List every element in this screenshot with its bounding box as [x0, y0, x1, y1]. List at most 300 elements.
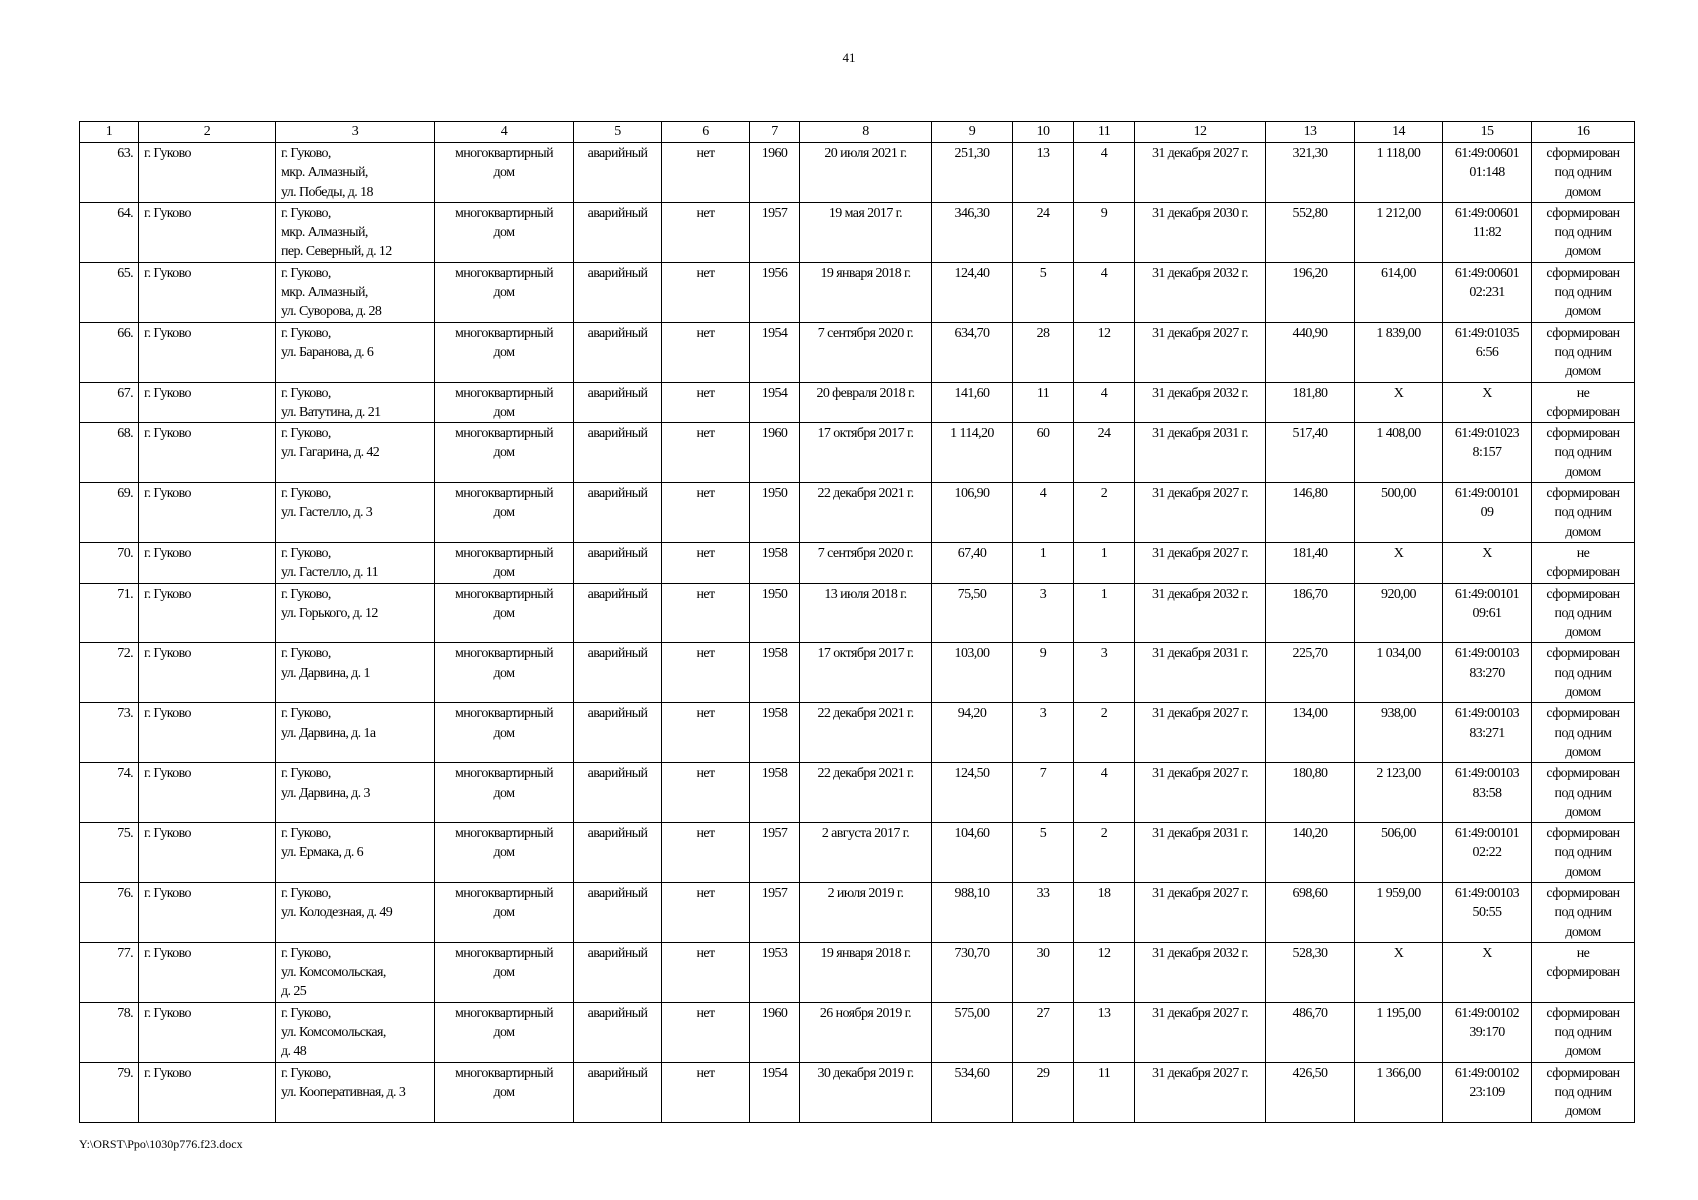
recognition-date-cell: 19 января 2018 г. — [800, 262, 932, 322]
address-line: ул. Ватутина, д. 21 — [281, 404, 381, 420]
cadastral-number-cell — [1443, 483, 1532, 543]
row-number-cell: 67. — [80, 382, 139, 423]
land-status-line: под одним — [1554, 225, 1612, 241]
building-type-cell — [435, 262, 574, 322]
flag-cell: нет — [662, 1062, 750, 1122]
building-type-cell — [435, 882, 574, 942]
land-status-cell — [1532, 143, 1635, 203]
building-type-line: многоквартирный — [454, 885, 553, 901]
row-number-cell: 77. — [80, 942, 139, 1002]
address-cell — [276, 942, 435, 1002]
row-number-cell: 72. — [80, 643, 139, 703]
row-number-cell: 65. — [80, 262, 139, 322]
land-status-line: домом — [1565, 364, 1601, 380]
city-cell: г. Гуково — [139, 703, 276, 763]
condition-cell: аварийный — [574, 823, 662, 883]
address-cell — [276, 583, 435, 643]
address-line: ул. Суворова, д. 28 — [281, 304, 382, 320]
address-line: г. Гуково, — [281, 385, 331, 401]
table-row — [80, 382, 1635, 423]
land-area-cell: 1 034,00 — [1355, 643, 1443, 703]
table-row — [80, 703, 1635, 763]
building-type-line: дом — [493, 565, 515, 581]
land-status-line: сформирован — [1546, 1005, 1620, 1021]
area-cell: 251,30 — [932, 143, 1013, 203]
value-13-cell: 140,20 — [1266, 823, 1355, 883]
address-line: г. Гуково, — [281, 826, 331, 842]
address-line: г. Гуково, — [281, 205, 331, 221]
address-cell — [276, 202, 435, 262]
flag-cell: нет — [662, 322, 750, 382]
recognition-date-cell: 19 мая 2017 г. — [800, 202, 932, 262]
building-type-line: многоквартирный — [454, 325, 553, 341]
land-status-line: сформирован — [1546, 325, 1620, 341]
residents-cell: 30 — [1013, 942, 1074, 1002]
land-status-line: не — [1576, 385, 1590, 401]
land-status-cell — [1532, 483, 1635, 543]
value-13-cell: 440,90 — [1266, 322, 1355, 382]
address-line: г. Гуково, — [281, 646, 331, 662]
cadastral-number-line: 61:49:00601 — [1454, 146, 1520, 161]
building-type-line: многоквартирный — [454, 146, 553, 161]
land-status-line: домом — [1565, 804, 1601, 820]
land-status-line: домом — [1565, 744, 1601, 760]
city-cell: г. Гуково — [139, 483, 276, 543]
building-type-line: дом — [493, 1025, 515, 1041]
land-status-line: сформирован — [1546, 646, 1620, 662]
column-header: 6 — [662, 122, 750, 143]
year-cell: 1960 — [750, 143, 800, 203]
recognition-date-cell: 22 декабря 2021 г. — [800, 483, 932, 543]
city-cell: г. Гуково — [139, 262, 276, 322]
land-status-line: домом — [1565, 625, 1601, 641]
year-cell: 1954 — [750, 1062, 800, 1122]
land-status-line: сформирован — [1546, 205, 1620, 221]
city-cell: г. Гуково — [139, 942, 276, 1002]
city-cell: г. Гуково — [139, 583, 276, 643]
recognition-date-cell: 20 июля 2021 г. — [800, 143, 932, 203]
cadastral-number-line: X — [1482, 945, 1492, 961]
flag-cell: нет — [662, 143, 750, 203]
apartments-cell: 3 — [1074, 643, 1135, 703]
address-cell — [276, 423, 435, 483]
year-cell: 1960 — [750, 1002, 800, 1062]
building-type-line: дом — [493, 965, 515, 981]
apartments-cell: 4 — [1074, 262, 1135, 322]
address-line: ул. Горького, д. 12 — [281, 605, 378, 621]
condition-cell: аварийный — [574, 942, 662, 1002]
table-row — [80, 942, 1635, 1002]
apartments-cell: 1 — [1074, 583, 1135, 643]
address-line: ул. Гастелло, д. 3 — [281, 505, 373, 521]
land-area-cell: 1 408,00 — [1355, 423, 1443, 483]
residents-cell: 1 — [1013, 542, 1074, 583]
land-status-cell — [1532, 262, 1635, 322]
land-status-line: под одним — [1554, 1084, 1612, 1100]
address-line: ул. Ермака, д. 6 — [281, 845, 364, 861]
land-area-cell: 1 195,00 — [1355, 1002, 1443, 1062]
area-cell: 104,60 — [932, 823, 1013, 883]
deadline-cell: 31 декабря 2027 г. — [1135, 542, 1266, 583]
land-area-cell: X — [1355, 382, 1443, 423]
column-header: 4 — [435, 122, 574, 143]
deadline-cell: 31 декабря 2027 г. — [1135, 703, 1266, 763]
area-cell: 730,70 — [932, 942, 1013, 1002]
land-area-cell: 1 212,00 — [1355, 202, 1443, 262]
year-cell: 1958 — [750, 542, 800, 583]
address-line: ул. Кооперативная, д. 3 — [281, 1084, 406, 1100]
column-header: 16 — [1532, 122, 1635, 143]
condition-cell: аварийный — [574, 262, 662, 322]
land-status-cell — [1532, 583, 1635, 643]
address-cell — [276, 643, 435, 703]
building-type-line: дом — [493, 905, 515, 921]
condition-cell: аварийный — [574, 143, 662, 203]
column-header: 5 — [574, 122, 662, 143]
value-13-cell: 181,80 — [1266, 382, 1355, 423]
address-line: мкр. Алмазный, — [281, 285, 368, 301]
recognition-date-cell: 17 октября 2017 г. — [800, 643, 932, 703]
land-status-cell — [1532, 423, 1635, 483]
recognition-date-cell: 22 декабря 2021 г. — [800, 763, 932, 823]
flag-cell: нет — [662, 483, 750, 543]
cadastral-number-cell — [1443, 143, 1532, 203]
area-cell: 1 114,20 — [932, 423, 1013, 483]
cadastral-number-line: 83:270 — [1469, 665, 1505, 681]
cadastral-number-line: 61:49:01023 — [1454, 426, 1520, 442]
cadastral-number-cell — [1443, 942, 1532, 1002]
building-type-line: многоквартирный — [454, 426, 553, 442]
land-area-cell: X — [1355, 542, 1443, 583]
land-status-cell — [1532, 1062, 1635, 1122]
building-type-cell — [435, 823, 574, 883]
residents-cell: 7 — [1013, 763, 1074, 823]
condition-cell: аварийный — [574, 423, 662, 483]
cadastral-number-line: 61:49:00102 — [1454, 1065, 1520, 1081]
column-header: 12 — [1135, 122, 1266, 143]
apartments-cell: 12 — [1074, 322, 1135, 382]
address-cell — [276, 703, 435, 763]
residents-cell: 3 — [1013, 583, 1074, 643]
value-13-cell: 698,60 — [1266, 882, 1355, 942]
condition-cell: аварийный — [574, 322, 662, 382]
condition-cell: аварийный — [574, 583, 662, 643]
cadastral-number-line: 39:170 — [1469, 1025, 1505, 1041]
deadline-cell: 31 декабря 2031 г. — [1135, 823, 1266, 883]
row-number-cell: 64. — [80, 202, 139, 262]
flag-cell: нет — [662, 1002, 750, 1062]
cadastral-number-cell — [1443, 643, 1532, 703]
land-status-cell — [1532, 763, 1635, 823]
residents-cell: 24 — [1013, 202, 1074, 262]
value-13-cell: 486,70 — [1266, 1002, 1355, 1062]
building-type-line: многоквартирный — [454, 205, 553, 221]
value-13-cell: 321,30 — [1266, 143, 1355, 203]
area-cell: 124,40 — [932, 262, 1013, 322]
recognition-date-cell: 17 октября 2017 г. — [800, 423, 932, 483]
building-type-line: дом — [493, 505, 515, 521]
address-cell — [276, 322, 435, 382]
condition-cell: аварийный — [574, 382, 662, 423]
address-line: ул. Гагарина, д. 42 — [281, 445, 380, 461]
recognition-date-cell: 26 ноября 2019 г. — [800, 1002, 932, 1062]
condition-cell: аварийный — [574, 542, 662, 583]
building-type-line: многоквартирный — [454, 646, 553, 662]
building-type-cell — [435, 322, 574, 382]
land-status-line: сформирован — [1546, 706, 1620, 722]
land-status-line: домом — [1565, 864, 1601, 880]
land-area-cell: 938,00 — [1355, 703, 1443, 763]
year-cell: 1957 — [750, 823, 800, 883]
condition-cell: аварийный — [574, 202, 662, 262]
address-line: г. Гуково, — [281, 426, 331, 442]
table-row — [80, 143, 1635, 203]
residents-cell: 3 — [1013, 703, 1074, 763]
land-status-cell — [1532, 643, 1635, 703]
land-status-line: под одним — [1554, 665, 1612, 681]
residents-cell: 5 — [1013, 823, 1074, 883]
land-area-cell: 1 366,00 — [1355, 1062, 1443, 1122]
deadline-cell: 31 декабря 2027 г. — [1135, 483, 1266, 543]
building-type-line: многоквартирный — [454, 586, 553, 602]
year-cell: 1954 — [750, 322, 800, 382]
cadastral-number-line: 02:22 — [1472, 845, 1502, 861]
table-row — [80, 322, 1635, 382]
city-cell: г. Гуково — [139, 322, 276, 382]
residents-cell: 9 — [1013, 643, 1074, 703]
land-status-line: сформирован — [1546, 146, 1620, 161]
area-cell: 94,20 — [932, 703, 1013, 763]
city-cell: г. Гуково — [139, 823, 276, 883]
address-line: г. Гуково, — [281, 586, 331, 602]
address-line: г. Гуково, — [281, 265, 331, 281]
address-line: г. Гуково, — [281, 325, 331, 341]
address-line: мкр. Алмазный, — [281, 225, 368, 241]
residents-cell: 13 — [1013, 143, 1074, 203]
address-line: д. 25 — [281, 984, 307, 1000]
deadline-cell: 31 декабря 2032 г. — [1135, 583, 1266, 643]
building-type-line: дом — [493, 404, 515, 420]
column-header: 7 — [750, 122, 800, 143]
land-status-line: под одним — [1554, 445, 1612, 461]
cadastral-number-cell — [1443, 202, 1532, 262]
cadastral-number-cell — [1443, 262, 1532, 322]
cadastral-number-line: 61:49:00103 — [1454, 766, 1520, 782]
cadastral-number-line: 61:49:00601 — [1454, 265, 1520, 281]
building-type-cell — [435, 1062, 574, 1122]
area-cell: 75,50 — [932, 583, 1013, 643]
apartments-cell: 4 — [1074, 382, 1135, 423]
column-header: 15 — [1443, 122, 1532, 143]
area-cell: 124,50 — [932, 763, 1013, 823]
file-path-footer: Y:\ORST\Ppo\1030p776.f23.docx — [79, 1137, 243, 1151]
land-area-cell: 1 839,00 — [1355, 322, 1443, 382]
building-type-cell — [435, 703, 574, 763]
row-number-cell: 71. — [80, 583, 139, 643]
cadastral-number-cell — [1443, 583, 1532, 643]
land-status-line: сформирован — [1546, 265, 1620, 281]
apartments-cell: 18 — [1074, 882, 1135, 942]
deadline-cell: 31 декабря 2027 г. — [1135, 882, 1266, 942]
table-row — [80, 423, 1635, 483]
value-13-cell: 225,70 — [1266, 643, 1355, 703]
land-status-line: домом — [1565, 924, 1601, 940]
row-number-cell: 63. — [80, 143, 139, 203]
building-type-line: дом — [493, 725, 515, 741]
city-cell: г. Гуково — [139, 382, 276, 423]
value-13-cell: 552,80 — [1266, 202, 1355, 262]
apartments-cell: 24 — [1074, 423, 1135, 483]
condition-cell: аварийный — [574, 643, 662, 703]
year-cell: 1956 — [750, 262, 800, 322]
table-body — [80, 143, 1635, 1123]
cadastral-number-cell — [1443, 382, 1532, 423]
apartments-cell: 4 — [1074, 143, 1135, 203]
cadastral-number-line: 01:148 — [1469, 165, 1505, 181]
land-status-line: сформирован — [1546, 404, 1620, 420]
residents-cell: 4 — [1013, 483, 1074, 543]
address-cell — [276, 1002, 435, 1062]
flag-cell: нет — [662, 262, 750, 322]
year-cell: 1958 — [750, 763, 800, 823]
recognition-date-cell: 19 января 2018 г. — [800, 942, 932, 1002]
address-line: ул. Комсомольская, — [281, 965, 386, 981]
cadastral-number-line: 23:109 — [1469, 1084, 1505, 1100]
flag-cell: нет — [662, 942, 750, 1002]
area-cell: 141,60 — [932, 382, 1013, 423]
land-area-cell: 920,00 — [1355, 583, 1443, 643]
residents-cell: 5 — [1013, 262, 1074, 322]
condition-cell: аварийный — [574, 882, 662, 942]
flag-cell: нет — [662, 763, 750, 823]
column-header: 13 — [1266, 122, 1355, 143]
area-cell: 575,00 — [932, 1002, 1013, 1062]
land-status-line: домом — [1565, 685, 1601, 701]
land-status-line: под одним — [1554, 845, 1612, 861]
year-cell: 1950 — [750, 583, 800, 643]
cadastral-number-line: 61:49:00101 — [1454, 826, 1520, 842]
cadastral-number-line: 61:49:00103 — [1454, 706, 1520, 722]
address-cell — [276, 823, 435, 883]
column-header: 8 — [800, 122, 932, 143]
apartments-cell: 4 — [1074, 763, 1135, 823]
table-row — [80, 262, 1635, 322]
column-header: 1 — [80, 122, 139, 143]
table-row — [80, 202, 1635, 262]
address-line: г. Гуково, — [281, 146, 331, 161]
flag-cell: нет — [662, 202, 750, 262]
condition-cell: аварийный — [574, 1002, 662, 1062]
land-status-line: домом — [1565, 1044, 1601, 1060]
row-number-cell: 76. — [80, 882, 139, 942]
city-cell: г. Гуково — [139, 643, 276, 703]
area-cell: 346,30 — [932, 202, 1013, 262]
land-status-line: под одним — [1554, 725, 1612, 741]
address-line: мкр. Алмазный, — [281, 165, 368, 181]
building-type-line: многоквартирный — [454, 385, 553, 401]
address-cell — [276, 483, 435, 543]
flag-cell: нет — [662, 823, 750, 883]
condition-cell: аварийный — [574, 483, 662, 543]
land-status-line: под одним — [1554, 505, 1612, 521]
address-cell — [276, 1062, 435, 1122]
area-cell: 67,40 — [932, 542, 1013, 583]
land-status-line: сформирован — [1546, 885, 1620, 901]
land-status-cell — [1532, 542, 1635, 583]
row-number-cell: 78. — [80, 1002, 139, 1062]
value-13-cell: 186,70 — [1266, 583, 1355, 643]
cadastral-number-line: X — [1482, 385, 1492, 401]
residents-cell: 27 — [1013, 1002, 1074, 1062]
city-cell: г. Гуково — [139, 423, 276, 483]
area-cell: 106,90 — [932, 483, 1013, 543]
land-area-cell: 500,00 — [1355, 483, 1443, 543]
address-line: ул. Дарвина, д. 1 — [281, 665, 370, 681]
table-row — [80, 483, 1635, 543]
apartments-cell: 9 — [1074, 202, 1135, 262]
value-13-cell: 517,40 — [1266, 423, 1355, 483]
address-line: г. Гуково, — [281, 945, 331, 961]
building-type-cell — [435, 643, 574, 703]
row-number-cell: 73. — [80, 703, 139, 763]
address-line: г. Гуково, — [281, 885, 331, 901]
cadastral-number-cell — [1443, 763, 1532, 823]
address-line: г. Гуково, — [281, 766, 331, 782]
residents-cell: 29 — [1013, 1062, 1074, 1122]
building-type-cell — [435, 382, 574, 423]
building-type-line: многоквартирный — [454, 766, 553, 782]
land-status-cell — [1532, 1002, 1635, 1062]
city-cell: г. Гуково — [139, 882, 276, 942]
land-status-line: под одним — [1554, 344, 1612, 360]
land-status-line: домом — [1565, 1104, 1601, 1120]
city-cell: г. Гуково — [139, 143, 276, 203]
cadastral-number-cell — [1443, 823, 1532, 883]
cadastral-number-cell — [1443, 882, 1532, 942]
land-status-line: сформирован — [1546, 426, 1620, 442]
flag-cell: нет — [662, 882, 750, 942]
land-status-line: под одним — [1554, 905, 1612, 921]
city-cell: г. Гуково — [139, 763, 276, 823]
deadline-cell: 31 декабря 2027 г. — [1135, 763, 1266, 823]
building-type-line: многоквартирный — [454, 826, 553, 842]
address-line: г. Гуково, — [281, 1005, 331, 1021]
cadastral-number-line: 09 — [1480, 505, 1494, 521]
land-status-line: под одним — [1554, 785, 1612, 801]
flag-cell: нет — [662, 583, 750, 643]
column-header: 3 — [276, 122, 435, 143]
year-cell: 1960 — [750, 423, 800, 483]
city-cell: г. Гуково — [139, 542, 276, 583]
city-cell: г. Гуково — [139, 1062, 276, 1122]
cadastral-number-line: X — [1482, 545, 1492, 561]
land-status-line: не — [1576, 945, 1590, 961]
address-line: ул. Комсомольская, — [281, 1025, 386, 1041]
deadline-cell: 31 декабря 2032 г. — [1135, 942, 1266, 1002]
deadline-cell: 31 декабря 2027 г. — [1135, 1002, 1266, 1062]
table-row — [80, 882, 1635, 942]
cadastral-number-line: 09:61 — [1472, 605, 1502, 621]
address-line: пер. Северный, д. 12 — [281, 244, 392, 260]
building-type-line: многоквартирный — [454, 265, 553, 281]
land-status-cell — [1532, 703, 1635, 763]
building-type-cell — [435, 583, 574, 643]
land-area-cell: 2 123,00 — [1355, 763, 1443, 823]
flag-cell: нет — [662, 423, 750, 483]
land-status-cell — [1532, 942, 1635, 1002]
building-type-cell — [435, 1002, 574, 1062]
land-area-cell: 506,00 — [1355, 823, 1443, 883]
